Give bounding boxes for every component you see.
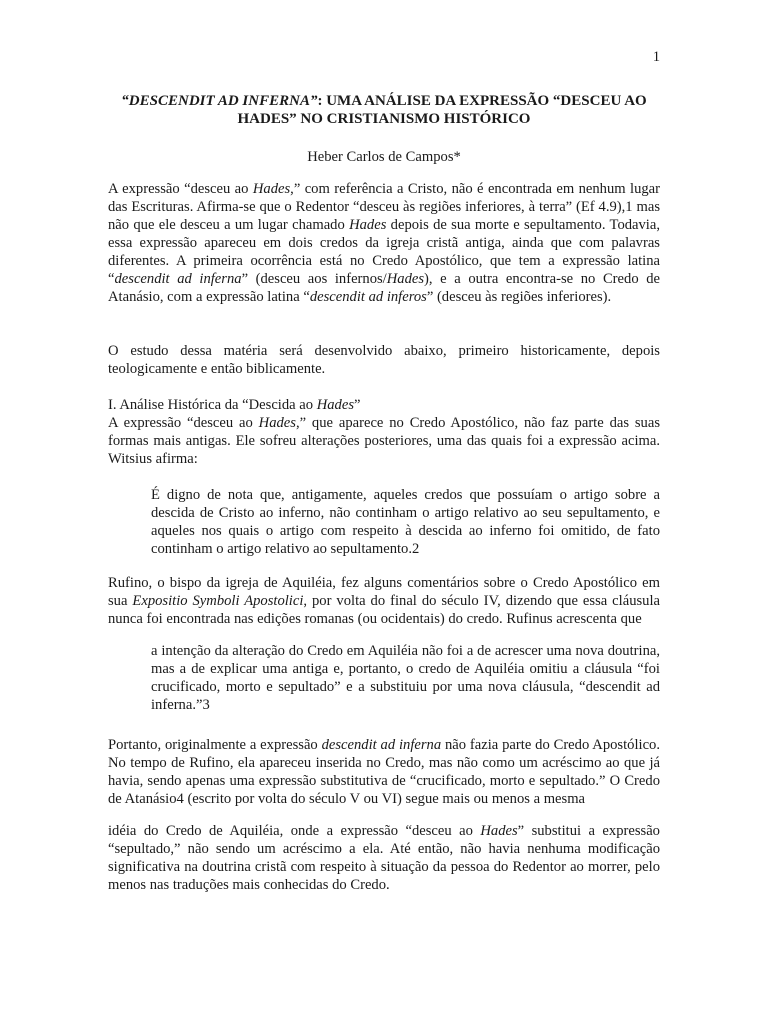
title-text: : UMA ANÁLISE DA EXPRESSÃO “DESCEU AO (317, 93, 647, 109)
block-quote-witsius: É digno de nota que, antigamente, aqueles credos que possuíam o artigo sobre a descida de Cristo ao inferno, não continham o artigo relativo ao seu sepultamento, e aqueles nos quais o artigo com respeito à descida ao inferno foi omitido, de fato continham o artigo relativo ao sepultamento.2 (151, 487, 660, 557)
page-number: 1 (652, 49, 660, 65)
title-latin-phrase: “DESCENDIT AD INFERNA” (121, 93, 318, 109)
author-name: Heber Carlos de Campos* (307, 149, 461, 165)
title-text-line2: HADES” NO CRISTIANISMO HISTÓRICO (237, 111, 531, 127)
document-title (100, 92, 668, 128)
paragraph-intro: A expressão “desceu ao Hades,” com referência a Cristo, não é encontrada em nenhum lugar das Escrituras. Afirma-se que o Redentor “desceu às regiões inferiores, à terra” (Ef 4.9),1 mas não que ele desceu a um lugar chamado Hades depois de sua morte e sepultamento. Todavia, essa expressão apareceu em dois credos da igreja cristã antiga, ainda que com palavras diferentes. A primeira ocorrência está no Credo Apostólico, que tem a expressão latina “descendit ad inferna” (desceu aos infernos/Hades), e a outra encontra-se no Credo de Atanásio, com a expressão latina “descendit ad inferos” (desceu às regiões inferiores). (108, 181, 661, 305)
paragraph-ideia: idéia do Credo de Aquiléia, onde a expressão “desceu ao Hades” substitui a expressão “sepultado,” não sendo um acréscimo a ela. Até então, não havia nenhuma modificação significativa na doutrina cristã com respeito à situação da pessoa do Redentor ao morrer, pelo menos nas traduções mais conhecidas do Credo. (108, 823, 660, 893)
paragraph-plan: O estudo dessa matéria será desenvolvido abaixo, primeiro historicamente, depois teologicamente e então biblicamente. (108, 343, 660, 377)
paragraph-rufino: Rufino, o bispo da igreja de Aquiléia, fez alguns comentários sobre o Credo Apostólico em sua Expositio Symboli Apostolici, por volta do final do século IV, dizendo que essa cláusula nunca foi encontrada nas edições romanas (ou ocidentais) do credo. Rufinus acrescenta que (108, 575, 660, 627)
section-heading: I. Análise Histórica da “Descida ao Hades” (108, 397, 361, 413)
paragraph-section1: A expressão “desceu ao Hades,” que aparece no Credo Apostólico, não faz parte das suas formas mais antigas. Ele sofreu alterações posteriores, uma das quais foi a expressão acima. Witsius afirma: (108, 415, 661, 467)
paragraph-portanto: Portanto, originalmente a expressão descendit ad inferna não fazia parte do Credo Apostólico. No tempo de Rufino, ela apareceu inserida no Credo, mas não como um acréscimo ao que já havia, sendo apenas uma expressão substitutiva de “crucificado, morto e sepultado.” O Credo de Atanásio4 (escrito por volta do século V ou VI) segue mais ou menos a mesma (108, 737, 660, 807)
block-quote-rufinus: a intenção da alteração do Credo em Aquiléia não foi a de acrescer uma nova doutrina, mas a de explicar uma antiga e, portanto, o credo de Aquiléia omitiu a cláusula “foi crucificado, morto e sepultado” e a substituiu por uma nova cláusula, “descendit ad inferna.”3 (151, 643, 660, 713)
